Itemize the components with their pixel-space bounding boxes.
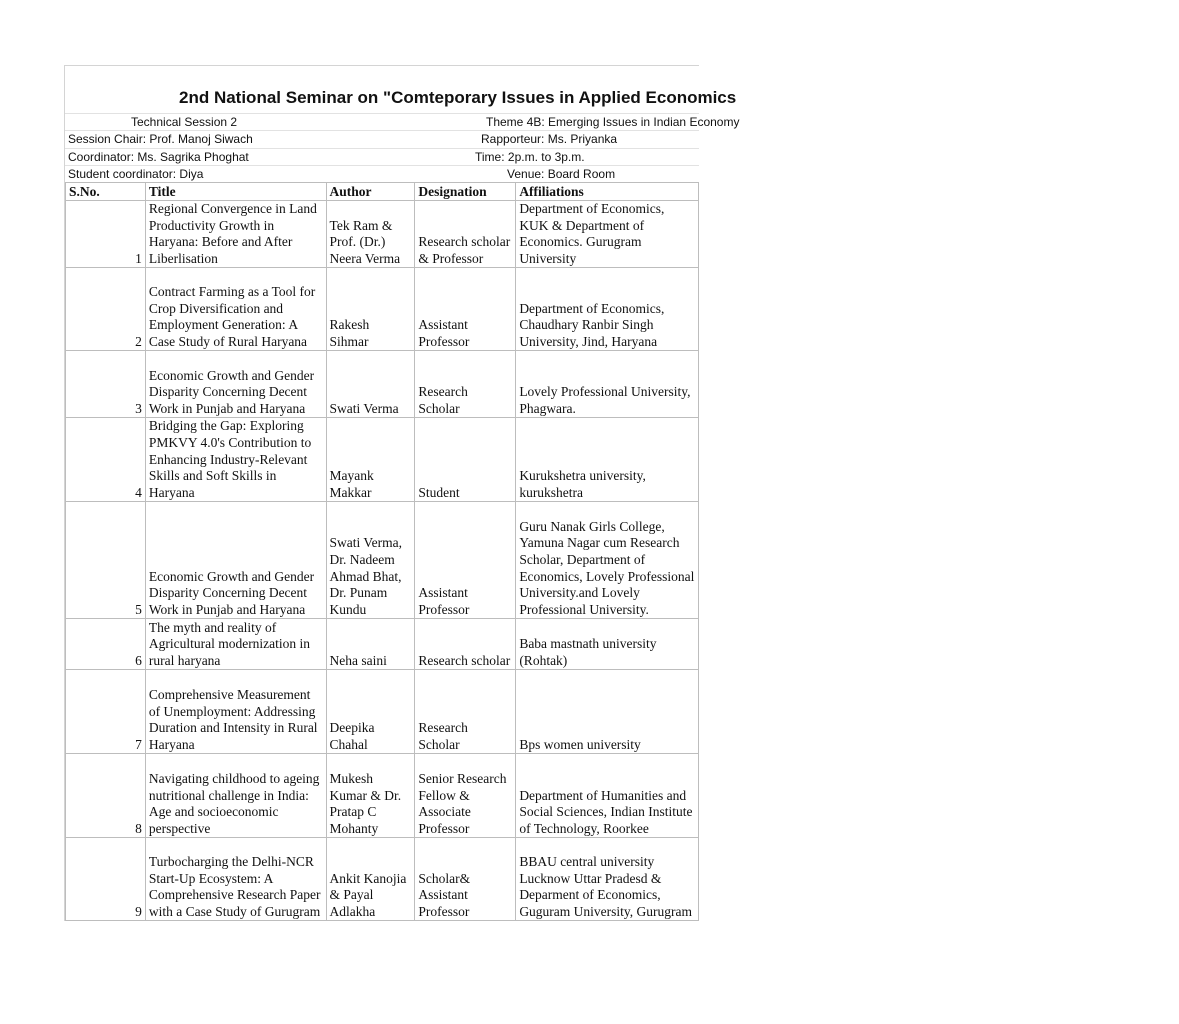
header-affiliations: Affiliations (516, 183, 699, 201)
cell-affiliation: Guru Nanak Girls College, Yamuna Nagar cum Research Scholar, Department of Economics, Lovely Professional University.and Lovely Professional University. (516, 502, 699, 619)
cell-affiliation: Lovely Professional University, Phagwara. (516, 351, 699, 418)
cell-title: Contract Farming as a Tool for Crop Diversification and Employment Generation: A Case Study of Rural Haryana (145, 268, 326, 351)
coordinator-label: Coordinator: Ms. Sagrika Phoghat (68, 150, 249, 164)
cell-sno: 1 (66, 201, 146, 268)
header-designation: Designation (415, 183, 516, 201)
table-header-row (66, 183, 699, 201)
cell-author: Mayank Makkar (326, 418, 415, 502)
time-label: Time: 2p.m. to 3p.m. (475, 150, 585, 164)
cell-affiliation: Kurukshetra university, kurukshetra (516, 418, 699, 502)
cell-designation: Assistant Professor (415, 268, 516, 351)
cell-title: The myth and reality of Agricultural modernization in rural haryana (145, 619, 326, 670)
venue-label: Venue: Board Room (507, 167, 616, 181)
cell-sno: 5 (66, 502, 146, 619)
cell-designation: Research Scholar (415, 351, 516, 418)
table-row (66, 838, 699, 921)
cell-sno: 8 (66, 754, 146, 838)
table-row (66, 754, 699, 838)
cell-designation: Research Scholar (415, 670, 516, 754)
cell-author: Ankit Kanojia & Payal Adlakha (326, 838, 415, 921)
cell-title: Regional Convergence in Land Productivity Growth in Haryana: Before and After Liberlisation (145, 201, 326, 268)
cell-title: Economic Growth and Gender Disparity Concerning Decent Work in Punjab and Haryana (145, 351, 326, 418)
cell-sno: 6 (66, 619, 146, 670)
cell-author: Swati Verma, Dr. Nadeem Ahmad Bhat, Dr. Punam Kundu (326, 502, 415, 619)
table-row (66, 670, 699, 754)
cell-title: Navigating childhood to ageing nutritional challenge in India: Age and socioeconomic perspective (145, 754, 326, 838)
technical-session-label: Technical Session 2 (131, 115, 238, 129)
papers-table (65, 182, 699, 921)
info-row-chair (65, 130, 699, 148)
cell-author: Deepika Chahal (326, 670, 415, 754)
table-row (66, 619, 699, 670)
cell-title: Turbocharging the Delhi-NCR Start-Up Ecosystem: A Comprehensive Research Paper with a Case Study of Gurugram (145, 838, 326, 921)
cell-sno: 7 (66, 670, 146, 754)
spreadsheet-page (64, 65, 740, 921)
cell-author: Neha saini (326, 619, 415, 670)
info-row-session (65, 113, 740, 131)
cell-designation: Research scholar & Professor (415, 201, 516, 268)
table-row (66, 268, 699, 351)
cell-designation: Research scholar (415, 619, 516, 670)
header-title: Title (145, 183, 326, 201)
theme-label: Theme 4B: Emerging Issues in Indian Economy (486, 115, 740, 129)
cell-affiliation: Bps women university (516, 670, 699, 754)
cell-affiliation: Department of Economics, Chaudhary Ranbir Singh University, Jind, Haryana (516, 268, 699, 351)
cell-sno: 2 (66, 268, 146, 351)
cell-affiliation: Department of Humanities and Social Sciences, Indian Institute of Technology, Roorkee (516, 754, 699, 838)
seminar-title: 2nd National Seminar on "Comteporary Issues in Applied Economics (179, 88, 737, 107)
cell-title: Comprehensive Measurement of Unemployment: Addressing Duration and Intensity in Rural Haryana (145, 670, 326, 754)
cell-author: Tek Ram & Prof. (Dr.) Neera Verma (326, 201, 415, 268)
cell-author: Swati Verma (326, 351, 415, 418)
header-author: Author (326, 183, 415, 201)
rapporteur-label: Rapporteur: Ms. Priyanka (481, 132, 618, 146)
cell-designation: Student (415, 418, 516, 502)
cell-affiliation: Department of Economics, KUK & Department of Economics. Gurugram University (516, 201, 699, 268)
cell-title: Bridging the Gap: Exploring PMKVY 4.0's Contribution to Enhancing Industry-Relevant Skills and Soft Skills in Haryana (145, 418, 326, 502)
table-row (66, 418, 699, 502)
table-row (66, 351, 699, 418)
cell-author: Mukesh Kumar & Dr. Pratap C Mohanty (326, 754, 415, 838)
info-row-student (65, 165, 699, 183)
cell-designation: Assistant Professor (415, 502, 516, 619)
cell-designation: Senior Research Fellow & Associate Professor (415, 754, 516, 838)
table-row (66, 502, 699, 619)
cell-sno: 3 (66, 351, 146, 418)
cell-sno: 4 (66, 418, 146, 502)
header-sno: S.No. (66, 183, 146, 201)
cell-affiliation: BBAU central university Lucknow Uttar Pradesd & Deparment of Economics, Guguram University, Gurugram (516, 838, 699, 921)
session-chair-label: Session Chair: Prof. Manoj Siwach (68, 132, 253, 146)
student-coordinator-label: Student coordinator: Diya (68, 167, 204, 181)
cell-title: Economic Growth and Gender Disparity Concerning Decent Work in Punjab and Haryana (145, 502, 326, 619)
cell-affiliation: Baba mastnath university (Rohtak) (516, 619, 699, 670)
info-row-coordinator (65, 148, 699, 166)
cell-author: Rakesh Sihmar (326, 268, 415, 351)
table-row (66, 201, 699, 268)
cell-sno: 9 (66, 838, 146, 921)
cell-designation: Scholar& Assistant Professor (415, 838, 516, 921)
